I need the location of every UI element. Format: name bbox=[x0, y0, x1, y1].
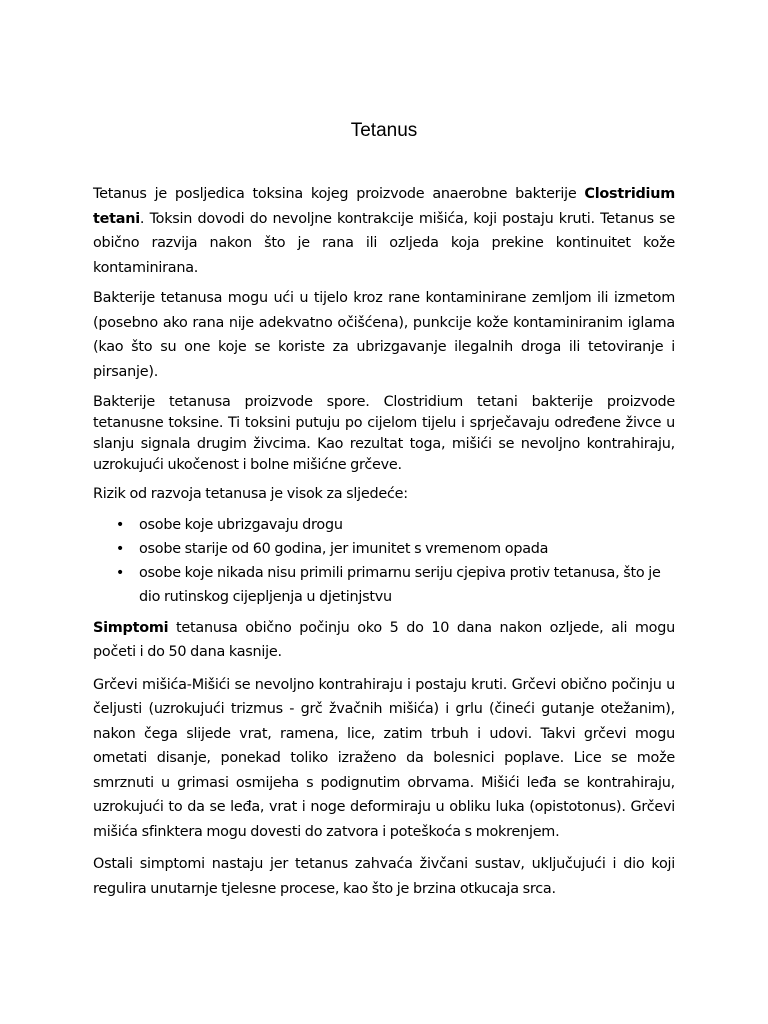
paragraph-toxins: Bakterije tetanusa proizvode spore. Clostridium tetani bakterije proizvode tetanusne toksine. Ti toksini putuju po cijelom tijelu i sprječavaju određene živce u slanju signala drugim živcima. Kao rezultat toga, mišići se nevoljno kontrahiraju, uzrokujući ukočenost i bolne mišićne grčeve. bbox=[93, 394, 675, 473]
document-title: Tetanus bbox=[350, 120, 418, 141]
paragraph-intro bbox=[93, 182, 675, 280]
list-item bbox=[93, 513, 675, 537]
bacteria-name-bold: Clostridium tetani bbox=[93, 186, 675, 227]
list-item-text: osobe koje nikada nisu primili primarnu seriju cjepiva protiv tetanusa, što je dio rutinskog cijepljenja u djetinjstvu bbox=[139, 564, 661, 605]
bullet-icon: • bbox=[115, 516, 125, 533]
list-item-text: osobe starije od 60 godina, jer imunitet s vremenom opada bbox=[139, 540, 549, 557]
symptoms-text: tetanusa obično počinju oko 5 do 10 dana nakon ozljede, ali mogu početi i do 50 dana kasnije. bbox=[93, 619, 675, 660]
risk-list bbox=[93, 513, 675, 609]
paragraph-symptoms bbox=[93, 616, 675, 665]
paragraph-risk-intro: Rizik od razvoja tetanusa je visok za sljedeće: bbox=[93, 486, 408, 502]
document-body bbox=[93, 182, 675, 901]
bullet-icon: • bbox=[115, 540, 125, 557]
paragraph-transmission: Bakterije tetanusa mogu ući u tijelo kroz rane kontaminirane zemljom ili izmetom (posebno ako rana nije adekvatno očišćena), punkcije kože kontaminiranim iglama (kao što su one koje se koriste za ubrizgavanje ilegalnih droga ili tetoviranje i pirsanje). bbox=[93, 290, 675, 380]
symptoms-label-bold: Simptomi bbox=[93, 619, 169, 636]
list-item bbox=[93, 561, 675, 609]
bullet-icon: • bbox=[115, 564, 125, 581]
list-item bbox=[93, 537, 675, 561]
paragraph-spasms: Grčevi mišića-Mišići se nevoljno kontrahiraju i postaju kruti. Grčevi obično počinju u čeljusti (uzrokujući trizmus - grč žvačnih mišića) i grlu (čineći gutanje otežanim), nakon čega slijede vrat, ramena, lice, zatim trbuh i udovi. Takvi grčevi mogu ometati disanje, ponekad toliko izraženo da bolesnici poplave. Lice se može smrznuti u grimasi osmijeha s podignutim obrvama. Mišići leđa se kontrahiraju, uzrokujući to da se leđa, vrat i noge deformiraju u obliku luka (opistotonus). Grčevi mišića sfinktera mogu dovesti do zatvora i poteškoća s mokrenjem. bbox=[93, 676, 675, 840]
list-item-text: osobe koje ubrizgavaju drogu bbox=[139, 516, 343, 533]
paragraph-other-symptoms: Ostali simptomi nastaju jer tetanus zahvaća živčani sustav, uključujući i dio koji regulira unutarnje tjelesne procese, kao što je brzina otkucaja srca. bbox=[93, 856, 675, 897]
intro-text-start: Tetanus je posljedica toksina kojeg proizvode anaerobne bakterije bbox=[93, 186, 585, 202]
intro-text-end: . Toksin dovodi do nevoljne kontrakcije mišića, koji postaju kruti. Tetanus se obično razvija nakon što je rana ili ozljeda koja prekine kontinuitet kože kontaminirana. bbox=[93, 210, 675, 276]
